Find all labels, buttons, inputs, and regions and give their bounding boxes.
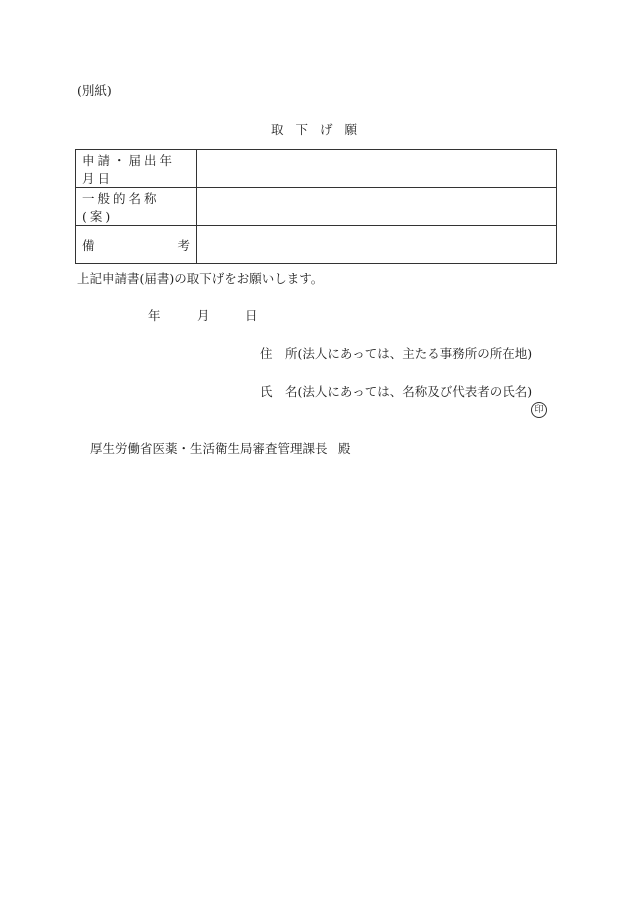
name-label: 氏 名(法人にあっては、名称及び代表者の氏名) <box>260 384 533 399</box>
date-month: 月 <box>197 308 210 323</box>
addressee: 厚生労働省医薬・生活衛生局審査管理課長 <box>90 441 328 456</box>
table-row <box>76 226 557 264</box>
honorific: 殿 <box>338 441 351 456</box>
generic-name-label: 一般的名称(案) <box>76 188 197 226</box>
generic-name-field[interactable] <box>197 188 557 226</box>
date-day: 日 <box>245 308 258 323</box>
remarks-field[interactable] <box>197 226 557 264</box>
application-table <box>75 149 557 264</box>
seal-mark: 印 <box>531 402 547 418</box>
date-year: 年 <box>148 308 161 323</box>
request-text: 上記申請書(届書)の取下げをお願いします。 <box>77 271 324 286</box>
table-row <box>76 150 557 188</box>
application-date-field[interactable] <box>197 150 557 188</box>
attachment-label: (別紙) <box>77 83 112 98</box>
remarks-label <box>82 236 190 254</box>
remarks-label-right: 考 <box>177 237 190 253</box>
application-date-label: 申請・届出年月日 <box>76 150 197 188</box>
table-row <box>76 188 557 226</box>
address-label: 住 所(法人にあっては、主たる事務所の所在地) <box>260 346 533 361</box>
document-title: 取 下 げ 願 <box>271 122 361 137</box>
remarks-label-left: 備 <box>82 237 95 253</box>
